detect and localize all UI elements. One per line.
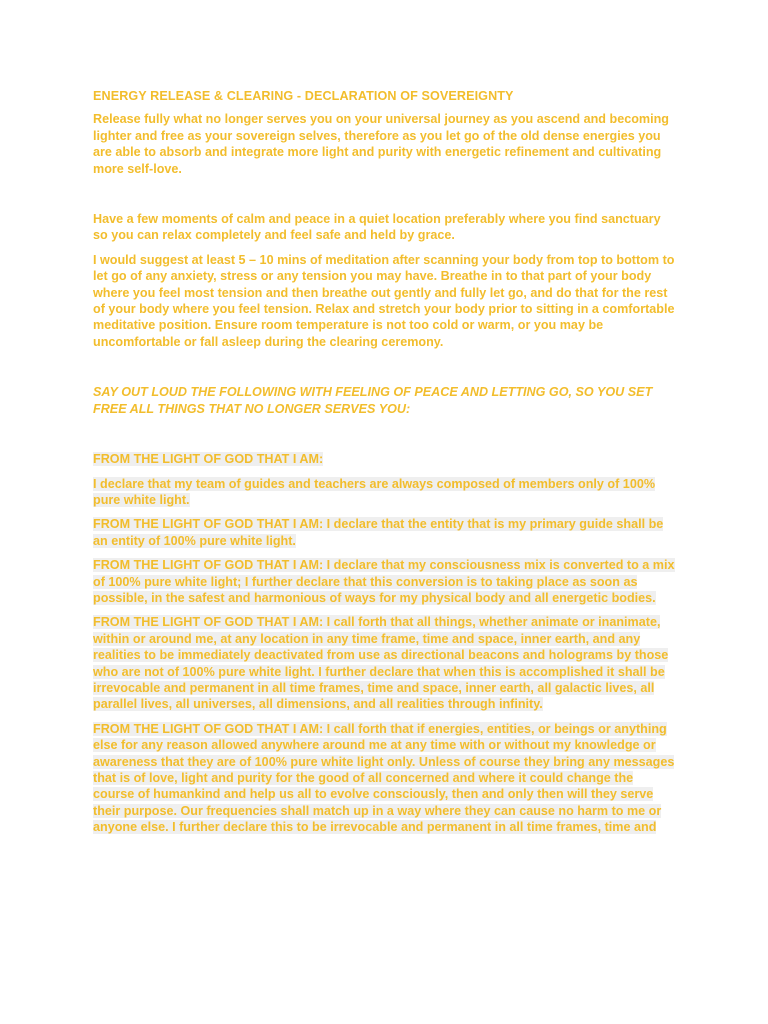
spacer <box>93 443 675 451</box>
declaration-heading: FROM THE LIGHT OF GOD THAT I AM: <box>93 452 324 467</box>
spacer <box>93 417 675 443</box>
document-page <box>93 88 675 844</box>
declaration-4: FROM THE LIGHT OF GOD THAT I AM: I call forth that all things, whether animate or inanimate, within or around me, at any location in any time frame, time and space, inner earth, and any realities to be immediately deactivated from use as directional beacons and holograms by those who are not of 100% pure white light. I further declare that when this is accomplished it shall be irrevocable and permanent in all time frames, time and space, inner earth, all galactic lives, all parallel lives, all universes, all dimensions, and all realities through infinity. <box>93 615 669 712</box>
spacer <box>93 185 675 211</box>
spacer <box>93 358 675 384</box>
document-title: ENERGY RELEASE & CLEARING - DECLARATION OF SOVEREIGNTY <box>93 89 514 103</box>
declaration-3: FROM THE LIGHT OF GOD THAT I AM: I declare that my consciousness mix is converted to a mix of 100% pure white light; I further declare that this conversion is to taking place as soon as possible, in the safest and harmonious of ways for my physical body and all energetic bodies. <box>93 558 675 605</box>
calm-paragraph: Have a few moments of calm and peace in a quiet location preferably where you find sanctuary so you can relax completely and feel safe and held by grace. <box>93 212 661 243</box>
say-out-loud-instruction: SAY OUT LOUD THE FOLLOWING WITH FEELING OF PEACE AND LETTING GO, SO YOU SET FREE ALL THINGS THAT NO LONGER SERVES YOU: <box>93 385 653 416</box>
intro-paragraph: Release fully what no longer serves you on your universal journey as you ascend and becoming lighter and free as your sovereign selves, therefore as you let go of the old dense energies you are able to absorb and integrate more light and purity with energetic refinement and cultivating more self-love. <box>93 112 669 176</box>
declaration-2: FROM THE LIGHT OF GOD THAT I AM: I declare that the entity that is my primary guide shall be an entity of 100% pure white light. <box>93 517 664 548</box>
declaration-5: FROM THE LIGHT OF GOD THAT I AM: I call forth that if energies, entities, or beings or anything else for any reason allowed anywhere around me at any time with or without my knowledge or awareness that they are of 100% pure white light only. Unless of course they bring any messages that is of love, light and purity for the good of all concerned and where it could change the course of humankind and help us all to evolve consciously, then and only then will they serve their purpose. Our frequencies shall match up in a way where they can cause no harm to me or anyone else. I further declare this to be irrevocable and permanent in all time frames, time and <box>93 721 675 835</box>
meditation-paragraph: I would suggest at least 5 – 10 mins of meditation after scanning your body from top to bottom to let go of any anxiety, stress or any tension you may have. Breathe in to that part of your body where you feel most tension and then breathe out gently and fully let go, and do that for the rest of your body where you feel tension. Relax and stretch your body prior to sitting in a comfortable meditative position. Ensure room temperature is not too cold or warm, or you may be uncomfortable or fall asleep during the clearing ceremony. <box>93 252 675 349</box>
declaration-1: I declare that my team of guides and teachers are always composed of members only of 100% pure white light. <box>93 476 656 507</box>
